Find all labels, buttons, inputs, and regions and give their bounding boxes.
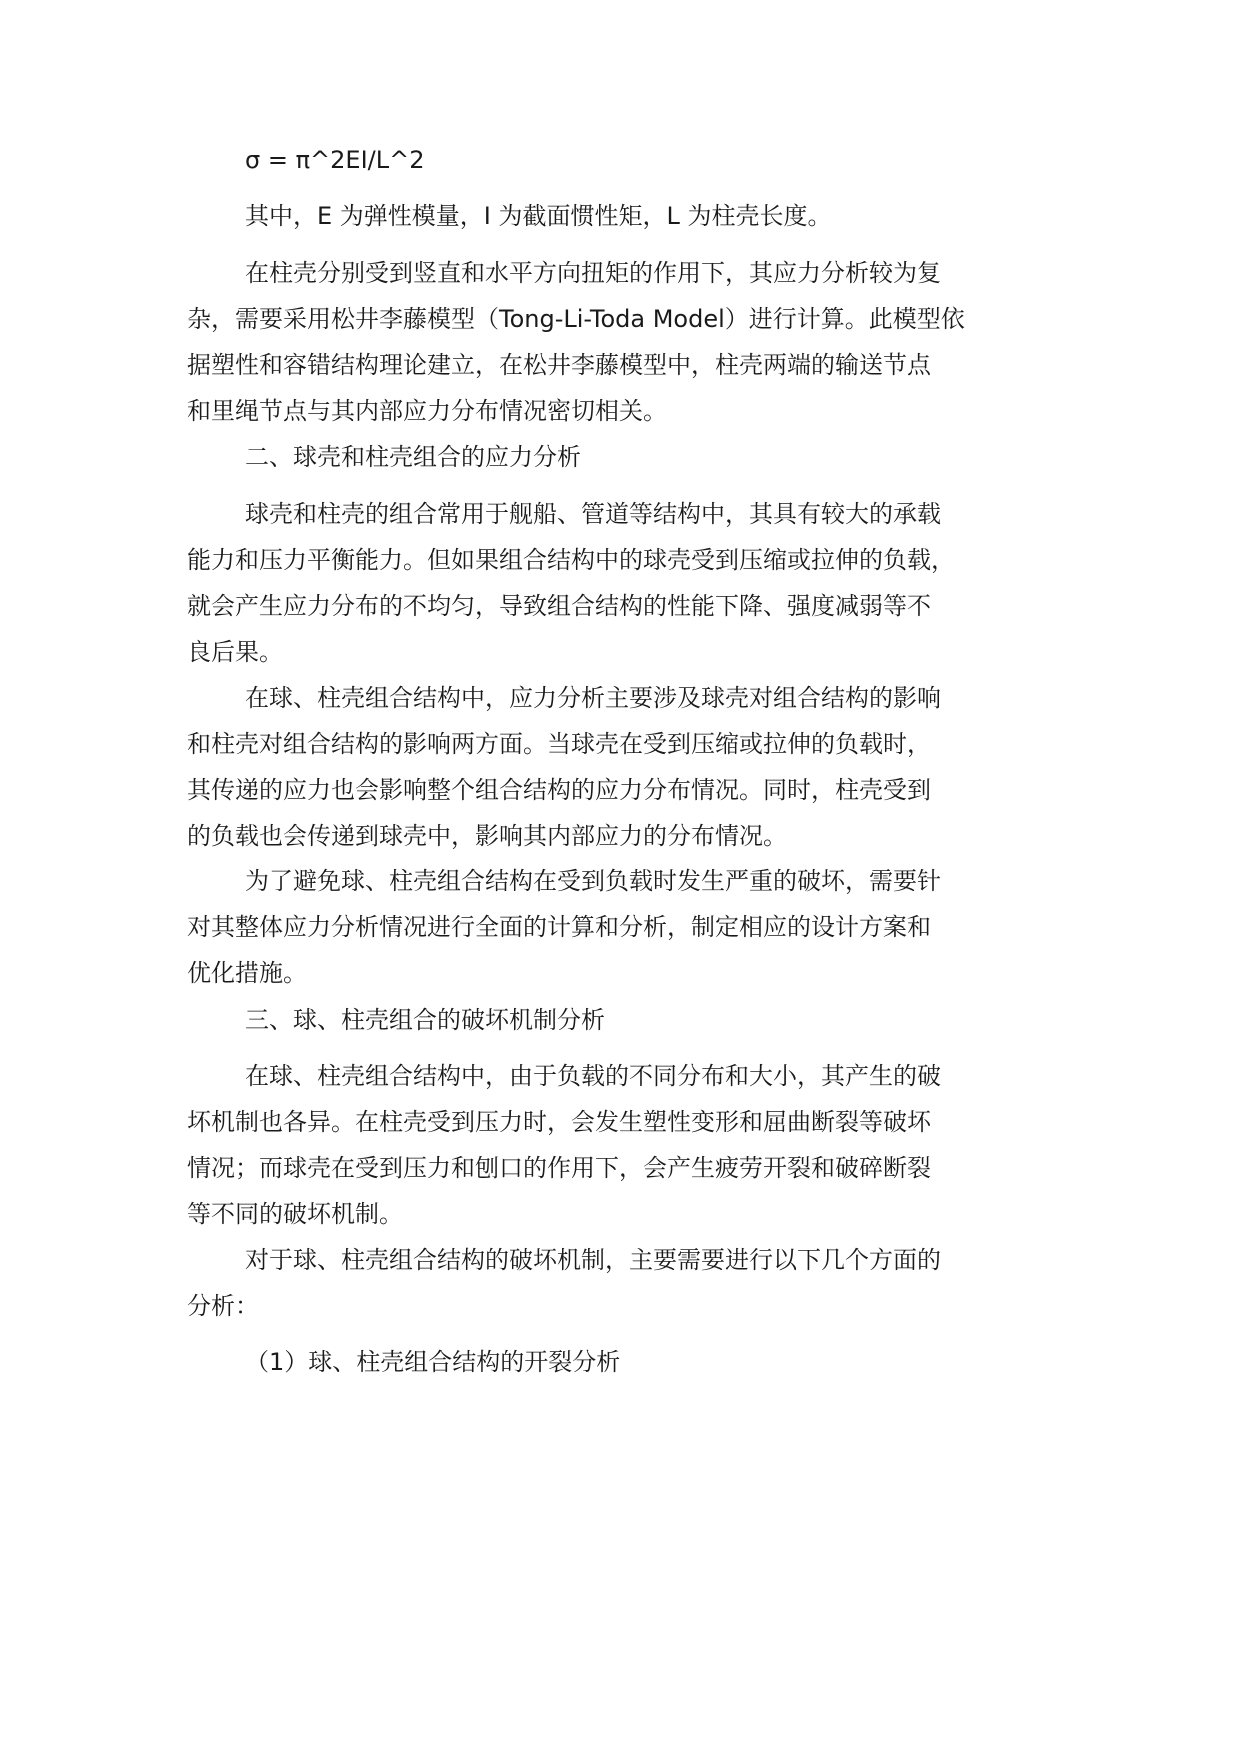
- text-line: 对其整体应力分析情况进行全面的计算和分析，制定相应的设计方案和: [187, 913, 931, 941]
- text-line: （1）球、柱壳组合结构的开裂分析: [245, 1348, 621, 1376]
- text-line: 坏机制也各异。在柱壳受到压力时，会发生塑性变形和屈曲断裂等破坏: [187, 1108, 931, 1136]
- paragraph-failure-1: [187, 1053, 1087, 1237]
- text-line: 在球、柱壳组合结构中，应力分析主要涉及球壳对组合结构的影响: [245, 684, 941, 712]
- text-line: 和里绳节点与其内部应力分布情况密切相关。: [187, 397, 667, 425]
- text-line: 良后果。: [187, 638, 283, 666]
- paragraph-failure-2: [187, 1237, 1087, 1329]
- section-heading-2: [187, 434, 1087, 480]
- text-line: 在球、柱壳组合结构中，由于负载的不同分布和大小，其产生的破: [245, 1062, 941, 1090]
- text-line: 对于球、柱壳组合结构的破坏机制，主要需要进行以下几个方面的: [245, 1246, 941, 1274]
- text-line: 的负载也会传递到球壳中，影响其内部应力的分布情况。: [187, 822, 787, 850]
- text-line: 在柱壳分别受到竖直和水平方向扭矩的作用下，其应力分析较为复: [245, 259, 941, 287]
- text-line: 能力和压力平衡能力。但如果组合结构中的球壳受到压缩或拉伸的负载，: [187, 546, 955, 574]
- paragraph-combination-3: [187, 858, 1087, 996]
- text-line: 情况；而球壳在受到压力和刨口的作用下，会产生疲劳开裂和破碎断裂: [187, 1154, 931, 1182]
- text-line: 就会产生应力分布的不均匀，导致组合结构的性能下降、强度减弱等不: [187, 592, 931, 620]
- paragraph-combination-2: [187, 675, 1087, 859]
- formula-description: [187, 193, 1087, 239]
- text-line: 三、球、柱壳组合的破坏机制分析: [245, 1006, 605, 1034]
- text-line: σ = π^2EI/L^2: [245, 146, 425, 174]
- text-line: 其中，E 为弹性模量，I 为截面惯性矩，L 为柱壳长度。: [245, 202, 832, 230]
- section-heading-3: [187, 997, 1087, 1043]
- text-line: 为了避免球、柱壳组合结构在受到负载时发生严重的破坏，需要针: [245, 867, 941, 895]
- formula: [187, 137, 1087, 183]
- text-line: 和柱壳对组合结构的影响两方面。当球壳在受到压缩或拉伸的负载时，: [187, 730, 931, 758]
- text-line: 分析：: [187, 1292, 259, 1320]
- subsection-heading-1: [187, 1339, 1087, 1385]
- text-line: 据塑性和容错结构理论建立，在松井李藤模型中，柱壳两端的输送节点: [187, 351, 931, 379]
- paragraph-torque-analysis: [187, 250, 1087, 434]
- text-line: 等不同的破坏机制。: [187, 1200, 403, 1228]
- text-line: 球壳和柱壳的组合常用于舰船、管道等结构中，其具有较大的承载: [245, 500, 941, 528]
- text-line: 其传递的应力也会影响整个组合结构的应力分布情况。同时，柱壳受到: [187, 776, 931, 804]
- text-line: 二、球壳和柱壳组合的应力分析: [245, 443, 581, 471]
- text-line: 优化措施。: [187, 959, 307, 987]
- paragraph-combination-1: [187, 491, 1087, 675]
- text-line: 杂，需要采用松井李藤模型（Tong-Li-Toda Model）进行计算。此模型依: [187, 305, 965, 333]
